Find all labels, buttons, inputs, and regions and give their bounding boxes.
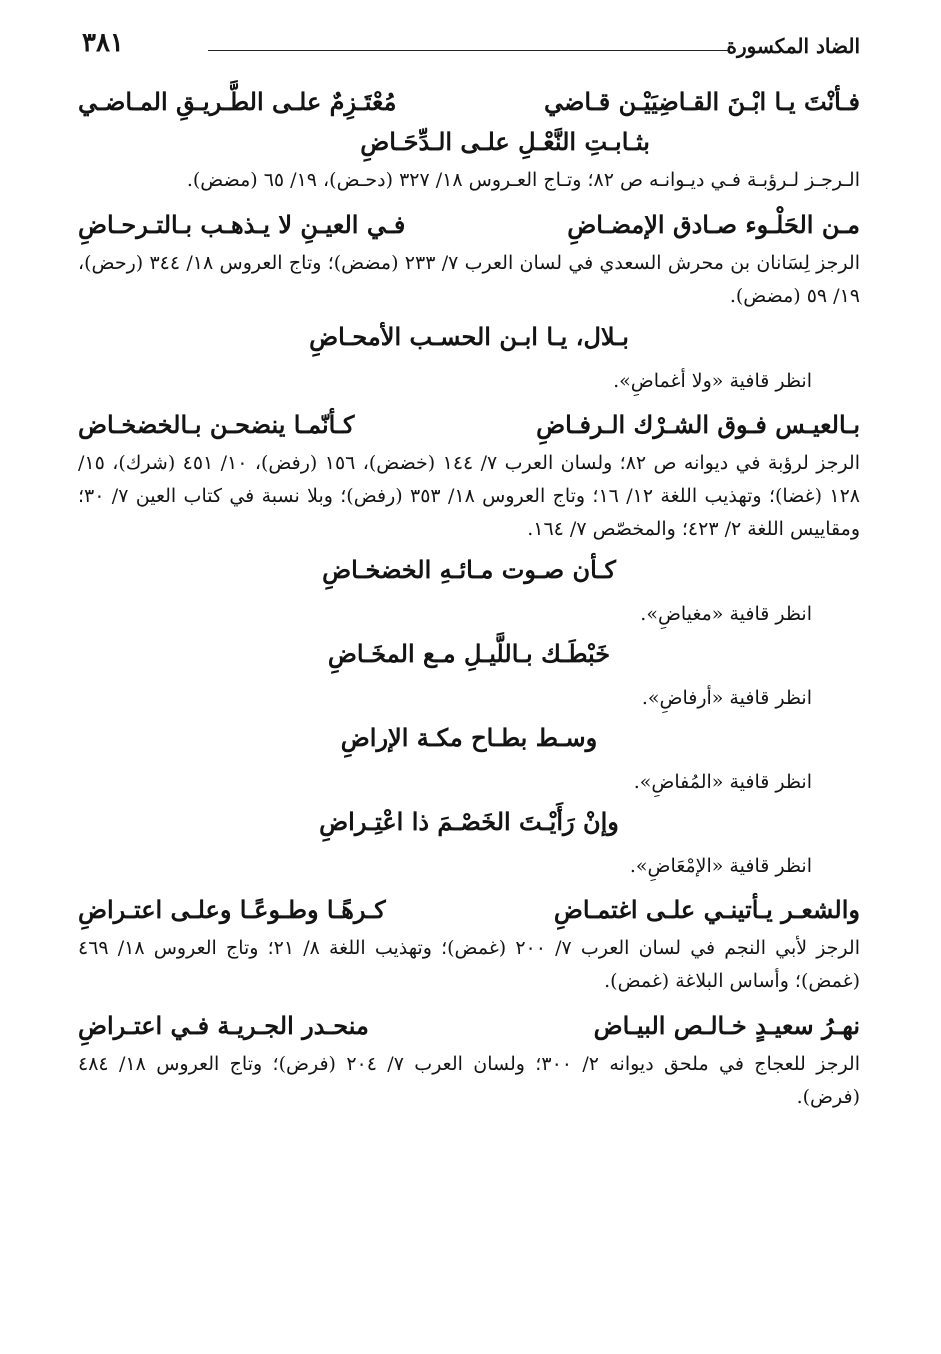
- reference-note: الرجز لِسَانان بن محرش السعدي في لسان العرب ٧/ ٢٣٣ (مضض)؛ وتاج العروس ١٨/ ٣٤٤ (رحض)، ١٩/ ٥٩ (مضض).: [78, 252, 860, 307]
- page-header: [78, 28, 860, 62]
- see-also-note: انظر قافية «المُفاضِ».: [633, 771, 812, 793]
- verse-hemistich-right: والشعـر يـأتينـي علـى اغتمـاضِ: [553, 895, 860, 924]
- verse-hemistich-right: فـأنْتَ يـا ابْـنَ القـاضِيَيْـن قـاضي: [544, 87, 860, 116]
- entry-9: [78, 890, 860, 998]
- verse-line-single: خَبْطَـك بـاللَّيـلِ مـع المخَـاضِ: [327, 639, 611, 668]
- verse-hemistich-right: بـالعيـس فـوق الشـرْك الـرفـاضِ: [536, 410, 860, 439]
- reference-note: الـرجـز لـرؤبـة فـي ديـوانـه ص ٨٢؛ وتـاج العـروس ١٨/ ٣٢٧ (دحـض)، ١٩/ ٦٥ (مضض).: [186, 169, 860, 191]
- verse-line-single: كـأن صـوت مـائـهِ الخضخـاضِ: [322, 555, 616, 584]
- reference-note: الرجز لأبي النجم في لسان العرب ٧/ ٢٠٠ (غمض)؛ وتهذيب اللغة ٨/ ٢١؛ وتاج العروس ١٨/ ٤٦٩ (غمض)؛ وأساس البلاغة (غمض).: [78, 937, 860, 992]
- verse-line: [78, 890, 860, 930]
- verse-line: [78, 82, 860, 122]
- verse-line: [78, 1006, 860, 1046]
- entry-5: [78, 550, 860, 630]
- verse-line: [78, 405, 860, 445]
- entry-1: [78, 82, 860, 197]
- verse-hemistich-left: كـرهًـا وطـوعًـا وعلـى اعتـراضِ: [78, 895, 386, 924]
- verse-hemistich-left: مُعْتَـزِمٌ علـى الطَّـريـقِ المـاضـي: [78, 87, 397, 116]
- reference-note: الرجز لرؤبة في ديوانه ص ٨٢؛ ولسان العرب ٧/ ١٤٤ (خضض)، ١٥٦ (رفض)، ١٠/ ٤٥١ (شرك)، ١٥/ ١٢٨ (غضا)؛ وتهذيب اللغة ١٢/ ١٦؛ وتاج العروس ١٨/ ٣٥٣ (رفض)؛ وبلا نسبة في كتاب العين ٧/ ٣٠؛ ومقاييس اللغة ٢/ ٤٢٣؛ والمخصّص ٧/ ١٦٤.: [78, 452, 860, 540]
- verse-line-single: بـلال، يـا ابـن الحسـب الأمحـاضِ: [309, 322, 629, 351]
- see-also-note: انظر قافية «الإمْعَاضِ».: [629, 855, 812, 877]
- page-number: ٣٨١: [82, 28, 124, 58]
- verse-line-single: وسـط بطـاح مكـة الإراضِ: [340, 723, 598, 752]
- header-rule: [208, 50, 730, 51]
- verse-hemistich-left: فـي العيـنِ لا يـذهـب بـالتـرحـاضِ: [78, 210, 406, 239]
- verse-hemistich-left: منحـدر الجـريـة فـي اعتـراضِ: [78, 1011, 369, 1040]
- verse-line: [78, 205, 860, 245]
- entry-2: [78, 205, 860, 313]
- see-also-note: انظر قافية «ولا أغماضِ».: [613, 370, 812, 392]
- verse-hemistich-right: نهـرُ سعيـدٍ خـالـص البيـاض: [593, 1011, 860, 1040]
- see-also-note: انظر قافية «مغياضِ».: [640, 603, 812, 625]
- entry-10: [78, 1006, 860, 1114]
- book-page: [78, 28, 860, 1114]
- entry-3: [78, 317, 860, 397]
- verse-hemistich-left: كـأنّمـا ينضحـن بـالخضخـاض: [78, 410, 355, 439]
- see-also-note: انظر قافية «أرفاضِ».: [641, 687, 812, 709]
- running-title: الضاد المكسورة: [726, 34, 860, 58]
- verse-hemistich-right: مـن الحَلْـوء صـادق الإمضـاضِ: [567, 210, 860, 239]
- entry-8: [78, 802, 860, 882]
- entry-7: [78, 718, 860, 798]
- reference-note: الرجز للعجاج في ملحق ديوانه ٢/ ٣٠٠؛ ولسان العرب ٧/ ٢٠٤ (فرض)؛ وتاج العروس ١٨/ ٤٨٤ (فرض).: [78, 1053, 860, 1108]
- entry-6: [78, 634, 860, 714]
- entry-4: [78, 405, 860, 546]
- verse-line-continuation: بثـابـتِ النَّعْـلِ علـى الـدِّحَـاضِ: [360, 127, 650, 156]
- verse-line-single: وإنْ رَأَيْـتَ الخَصْـمَ ذا اعْتِـراضِ: [319, 807, 619, 836]
